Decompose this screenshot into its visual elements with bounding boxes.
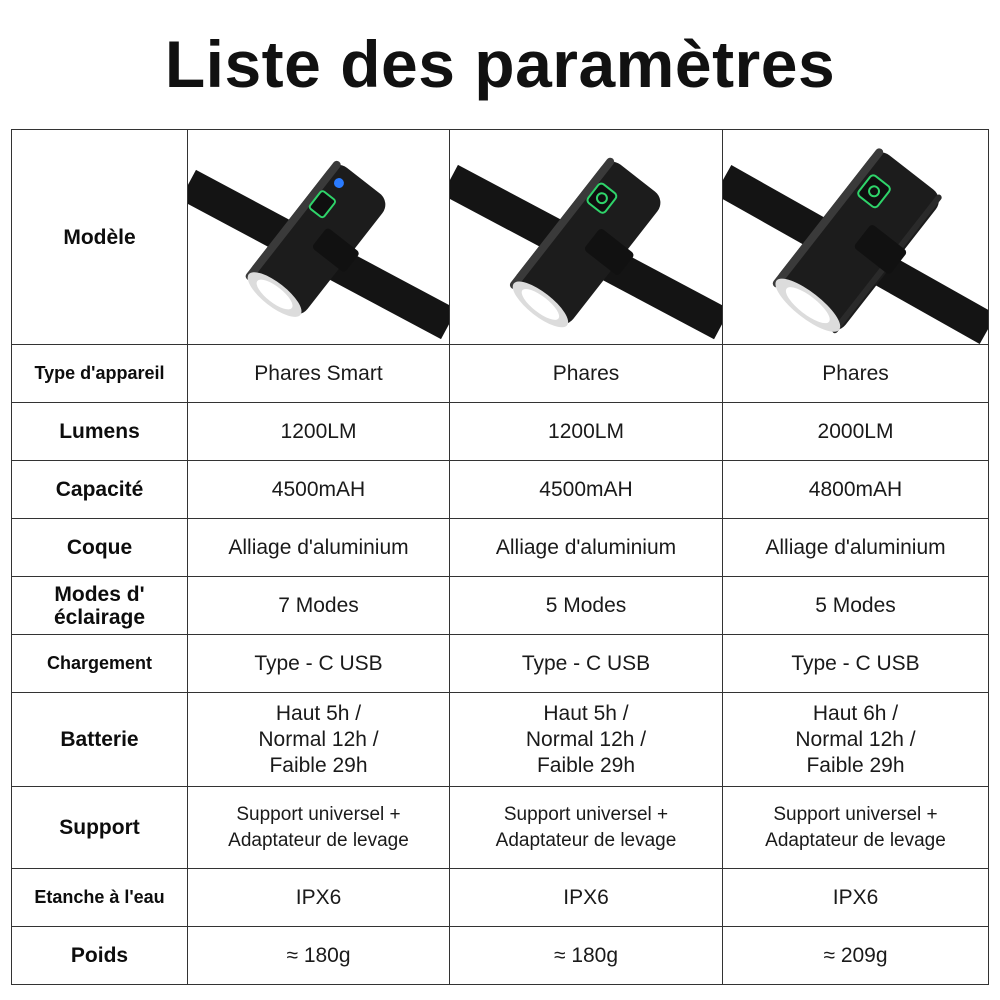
- row-label-shell: Coque: [12, 519, 188, 577]
- spec-row: [12, 345, 989, 403]
- label-line: éclairage: [53, 605, 146, 629]
- value-line: Normal 12h /: [525, 727, 647, 751]
- value-cell: Alliage d'aluminium: [188, 519, 450, 577]
- value-cell: 4800mAH: [723, 461, 989, 519]
- value-cell: Phares Smart: [188, 345, 450, 403]
- value-cell: 1200LM: [450, 403, 723, 461]
- product-image-1: [188, 130, 450, 345]
- value-cell: [450, 787, 723, 869]
- value-cell: Alliage d'aluminium: [723, 519, 989, 577]
- value-cell: ≈ 180g: [188, 927, 450, 985]
- value-cell: [723, 787, 989, 869]
- value-cell: Type - C USB: [450, 635, 723, 693]
- spec-row: [12, 787, 989, 869]
- value-line: Haut 6h /: [812, 701, 899, 725]
- value-line: Support universel +: [236, 803, 401, 825]
- model-row: [12, 130, 989, 345]
- value-cell: 4500mAH: [450, 461, 723, 519]
- value-cell: 7 Modes: [188, 577, 450, 635]
- value-cell: IPX6: [188, 869, 450, 927]
- value-cell: 2000LM: [723, 403, 989, 461]
- page-title: Liste des paramètres: [164, 27, 836, 101]
- value-cell: Alliage d'aluminium: [450, 519, 723, 577]
- row-label-lumens: Lumens: [12, 403, 188, 461]
- row-label-waterproof: Etanche à l'eau: [12, 869, 188, 927]
- row-label-charging: Chargement: [12, 635, 188, 693]
- row-label-device-type: Type d'appareil: [12, 345, 188, 403]
- label-line: Modes d': [54, 582, 145, 606]
- spec-row: [12, 461, 989, 519]
- value-cell: 1200LM: [188, 403, 450, 461]
- value-line: Faible 29h: [269, 753, 368, 777]
- value-line: Support universel +: [773, 803, 938, 825]
- value-cell: [188, 787, 450, 869]
- row-label-mount: Support: [12, 787, 188, 869]
- spec-row: [12, 693, 989, 787]
- value-cell: [450, 693, 723, 787]
- spec-row: [12, 635, 989, 693]
- row-label-weight: Poids: [12, 927, 188, 985]
- value-line: Haut 5h /: [275, 701, 362, 725]
- value-line: Support universel +: [503, 803, 669, 825]
- value-line: Normal 12h /: [795, 727, 916, 751]
- value-line: Adaptateur de levage: [228, 829, 409, 851]
- row-label-battery: Batterie: [12, 693, 188, 787]
- value-cell: Phares: [450, 345, 723, 403]
- value-cell: ≈ 209g: [723, 927, 989, 985]
- lamp-smart-blue-indicator-icon: [188, 130, 449, 344]
- value-cell: 5 Modes: [450, 577, 723, 635]
- spec-row: [12, 577, 989, 635]
- value-cell: 5 Modes: [723, 577, 989, 635]
- spec-row: [12, 519, 989, 577]
- value-line: Faible 29h: [806, 753, 905, 777]
- value-cell: [188, 693, 450, 787]
- spec-row: [12, 869, 989, 927]
- product-image-2: [450, 130, 723, 345]
- value-line: Faible 29h: [536, 753, 636, 777]
- value-cell: 4500mAH: [188, 461, 450, 519]
- spec-row: [12, 927, 989, 985]
- product-image-3: [723, 130, 989, 345]
- lamp-standard-icon: [450, 130, 722, 344]
- spec-row: [12, 403, 989, 461]
- value-cell: Type - C USB: [723, 635, 989, 693]
- value-cell: IPX6: [723, 869, 989, 927]
- value-cell: IPX6: [450, 869, 723, 927]
- row-label-capacity: Capacité: [12, 461, 188, 519]
- value-cell: ≈ 180g: [450, 927, 723, 985]
- value-line: Adaptateur de levage: [495, 829, 677, 851]
- value-line: Adaptateur de levage: [765, 829, 946, 851]
- row-label-model: Modèle: [12, 130, 188, 345]
- value-line: Haut 5h /: [543, 701, 629, 725]
- lamp-large-icon: [723, 130, 988, 344]
- value-cell: [723, 693, 989, 787]
- value-cell: Type - C USB: [188, 635, 450, 693]
- parameters-table: [11, 129, 989, 985]
- value-line: Normal 12h /: [258, 727, 379, 751]
- value-cell: Phares: [723, 345, 989, 403]
- row-label-lighting-modes: [12, 577, 188, 635]
